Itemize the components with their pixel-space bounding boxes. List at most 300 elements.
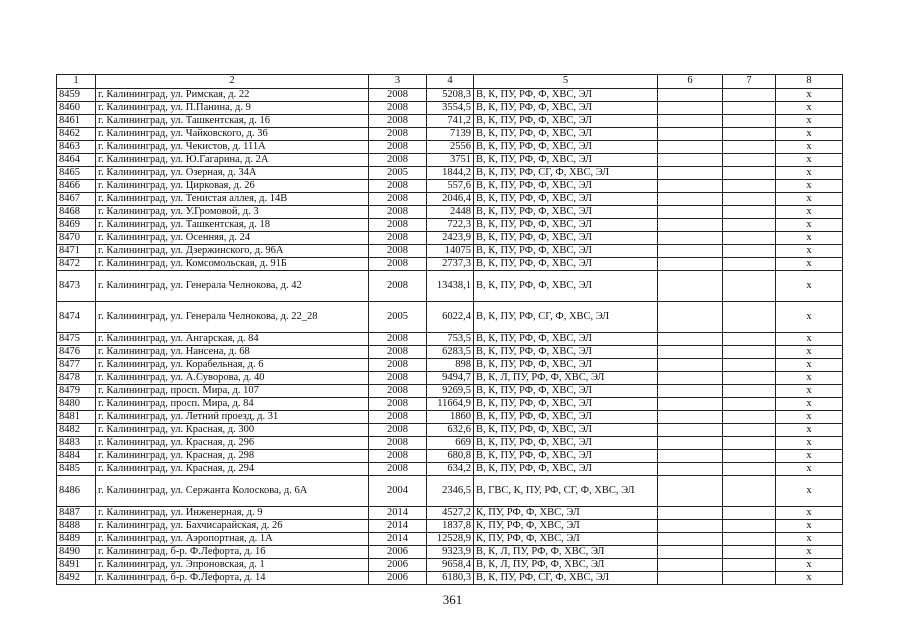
cell-record-number: 8477 bbox=[57, 359, 96, 372]
cell-col-6 bbox=[658, 333, 723, 346]
cell-utilities: В, К, ПУ, РФ, Ф, ХВС, ЭЛ bbox=[474, 154, 658, 167]
cell-year: 2008 bbox=[369, 193, 427, 206]
cell-col-8-mark: x bbox=[776, 424, 843, 437]
cell-record-number: 8471 bbox=[57, 245, 96, 258]
cell-address: г. Калининград, б-р. Ф.Лефорта, д. 16 bbox=[96, 546, 369, 559]
cell-utilities: В, К, ПУ, РФ, Ф, ХВС, ЭЛ bbox=[474, 219, 658, 232]
cell-col-6 bbox=[658, 572, 723, 585]
cell-col-7 bbox=[723, 271, 776, 302]
cell-area: 722,3 bbox=[427, 219, 474, 232]
cell-col-8-mark: x bbox=[776, 411, 843, 424]
cell-year: 2004 bbox=[369, 476, 427, 507]
cell-address: г. Калининград, ул. У.Громовой, д. 3 bbox=[96, 206, 369, 219]
column-number-cell: 5 bbox=[474, 75, 658, 89]
cell-col-7 bbox=[723, 206, 776, 219]
cell-area: 9494,7 bbox=[427, 372, 474, 385]
cell-col-8-mark: x bbox=[776, 507, 843, 520]
cell-address: г. Калининград, ул. Чайковского, д. 36 bbox=[96, 128, 369, 141]
cell-area: 1860 bbox=[427, 411, 474, 424]
cell-address: г. Калининград, ул. Корабельная, д. 6 bbox=[96, 359, 369, 372]
cell-record-number: 8469 bbox=[57, 219, 96, 232]
cell-address: г. Калининград, ул. Ташкентская, д. 18 bbox=[96, 219, 369, 232]
cell-col-6 bbox=[658, 398, 723, 411]
cell-address: г. Калининград, ул. Осенняя, д. 24 bbox=[96, 232, 369, 245]
table-row bbox=[57, 180, 843, 193]
cell-utilities: В, К, ПУ, РФ, Ф, ХВС, ЭЛ bbox=[474, 359, 658, 372]
cell-year: 2005 bbox=[369, 302, 427, 333]
page-number: 361 bbox=[442, 592, 463, 607]
cell-address: г. Калининград, ул. Аэропортная, д. 1А bbox=[96, 533, 369, 546]
cell-address: г. Калининград, ул. Нансена, д. 68 bbox=[96, 346, 369, 359]
cell-col-7 bbox=[723, 245, 776, 258]
cell-address: г. Калининград, ул. Красная, д. 300 bbox=[96, 424, 369, 437]
table-row bbox=[57, 398, 843, 411]
cell-address: г. Калининград, ул. Ю.Гагарина, д. 2А bbox=[96, 154, 369, 167]
cell-col-6 bbox=[658, 271, 723, 302]
cell-record-number: 8468 bbox=[57, 206, 96, 219]
table-row bbox=[57, 572, 843, 585]
cell-year: 2006 bbox=[369, 572, 427, 585]
cell-col-6 bbox=[658, 559, 723, 572]
cell-area: 898 bbox=[427, 359, 474, 372]
cell-col-8-mark: x bbox=[776, 398, 843, 411]
table-row bbox=[57, 128, 843, 141]
cell-record-number: 8479 bbox=[57, 385, 96, 398]
cell-col-6 bbox=[658, 424, 723, 437]
cell-area: 9658,4 bbox=[427, 559, 474, 572]
table-row bbox=[57, 115, 843, 128]
cell-year: 2008 bbox=[369, 89, 427, 102]
cell-year: 2008 bbox=[369, 232, 427, 245]
cell-col-7 bbox=[723, 424, 776, 437]
table-row bbox=[57, 258, 843, 271]
table-row bbox=[57, 411, 843, 424]
cell-address: г. Калининград, ул. Генерала Челнокова, д. 42 bbox=[96, 271, 369, 302]
cell-record-number: 8490 bbox=[57, 546, 96, 559]
cell-address: г. Калининград, ул. Озерная, д. 34А bbox=[96, 167, 369, 180]
cell-record-number: 8464 bbox=[57, 154, 96, 167]
cell-area: 2556 bbox=[427, 141, 474, 154]
cell-col-7 bbox=[723, 463, 776, 476]
cell-col-8-mark: x bbox=[776, 193, 843, 206]
cell-record-number: 8487 bbox=[57, 507, 96, 520]
table-row bbox=[57, 533, 843, 546]
cell-col-6 bbox=[658, 476, 723, 507]
table-row bbox=[57, 424, 843, 437]
cell-area: 741,2 bbox=[427, 115, 474, 128]
cell-col-6 bbox=[658, 180, 723, 193]
column-number-cell: 8 bbox=[776, 75, 843, 89]
column-number-cell: 2 bbox=[96, 75, 369, 89]
table-row bbox=[57, 372, 843, 385]
cell-col-7 bbox=[723, 115, 776, 128]
cell-record-number: 8476 bbox=[57, 346, 96, 359]
cell-record-number: 8470 bbox=[57, 232, 96, 245]
cell-area: 4527,2 bbox=[427, 507, 474, 520]
cell-year: 2008 bbox=[369, 271, 427, 302]
table-row bbox=[57, 450, 843, 463]
cell-utilities: В, ГВС, К, ПУ, РФ, СГ, Ф, ХВС, ЭЛ bbox=[474, 476, 658, 507]
cell-col-8-mark: x bbox=[776, 154, 843, 167]
cell-area: 634,2 bbox=[427, 463, 474, 476]
cell-utilities: В, К, ПУ, РФ, Ф, ХВС, ЭЛ bbox=[474, 424, 658, 437]
cell-col-6 bbox=[658, 115, 723, 128]
cell-utilities: В, К, Л, ПУ, РФ, Ф, ХВС, ЭЛ bbox=[474, 372, 658, 385]
cell-year: 2008 bbox=[369, 463, 427, 476]
cell-utilities: К, ПУ, РФ, Ф, ХВС, ЭЛ bbox=[474, 520, 658, 533]
cell-col-8-mark: x bbox=[776, 572, 843, 585]
cell-record-number: 8486 bbox=[57, 476, 96, 507]
cell-col-7 bbox=[723, 372, 776, 385]
cell-col-7 bbox=[723, 180, 776, 193]
cell-col-8-mark: x bbox=[776, 359, 843, 372]
cell-col-7 bbox=[723, 507, 776, 520]
cell-col-6 bbox=[658, 141, 723, 154]
cell-area: 6180,3 bbox=[427, 572, 474, 585]
cell-col-7 bbox=[723, 333, 776, 346]
table-row bbox=[57, 154, 843, 167]
cell-col-7 bbox=[723, 559, 776, 572]
table-row bbox=[57, 141, 843, 154]
cell-col-8-mark: x bbox=[776, 463, 843, 476]
cell-year: 2008 bbox=[369, 450, 427, 463]
table-row bbox=[57, 333, 843, 346]
cell-year: 2008 bbox=[369, 398, 427, 411]
cell-address: г. Калининград, ул. Красная, д. 294 bbox=[96, 463, 369, 476]
cell-year: 2008 bbox=[369, 385, 427, 398]
cell-col-8-mark: x bbox=[776, 89, 843, 102]
cell-utilities: В, К, ПУ, РФ, Ф, ХВС, ЭЛ bbox=[474, 245, 658, 258]
cell-area: 1844,2 bbox=[427, 167, 474, 180]
cell-record-number: 8483 bbox=[57, 437, 96, 450]
cell-address: г. Калининград, ул. Чекистов, д. 111А bbox=[96, 141, 369, 154]
cell-utilities: В, К, ПУ, РФ, Ф, ХВС, ЭЛ bbox=[474, 398, 658, 411]
cell-utilities: В, К, ПУ, РФ, Ф, ХВС, ЭЛ bbox=[474, 271, 658, 302]
cell-address: г. Калининград, ул. Красная, д. 298 bbox=[96, 450, 369, 463]
cell-col-6 bbox=[658, 89, 723, 102]
cell-record-number: 8461 bbox=[57, 115, 96, 128]
cell-record-number: 8485 bbox=[57, 463, 96, 476]
cell-col-8-mark: x bbox=[776, 219, 843, 232]
cell-area: 7139 bbox=[427, 128, 474, 141]
cell-record-number: 8482 bbox=[57, 424, 96, 437]
cell-col-7 bbox=[723, 193, 776, 206]
cell-area: 12528,9 bbox=[427, 533, 474, 546]
cell-area: 2737,3 bbox=[427, 258, 474, 271]
table-row bbox=[57, 520, 843, 533]
cell-address: г. Калининград, ул. А.Суворова, д. 40 bbox=[96, 372, 369, 385]
cell-year: 2008 bbox=[369, 346, 427, 359]
cell-col-8-mark: x bbox=[776, 450, 843, 463]
cell-year: 2006 bbox=[369, 559, 427, 572]
cell-address: г. Калининград, ул. Ташкентская, д. 16 bbox=[96, 115, 369, 128]
column-number-cell: 7 bbox=[723, 75, 776, 89]
cell-col-7 bbox=[723, 154, 776, 167]
cell-address: г. Калининград, ул. Бахчисарайская, д. 26 bbox=[96, 520, 369, 533]
cell-year: 2008 bbox=[369, 333, 427, 346]
cell-year: 2008 bbox=[369, 372, 427, 385]
cell-record-number: 8472 bbox=[57, 258, 96, 271]
cell-col-6 bbox=[658, 302, 723, 333]
cell-col-7 bbox=[723, 102, 776, 115]
cell-area: 6283,5 bbox=[427, 346, 474, 359]
cell-col-8-mark: x bbox=[776, 167, 843, 180]
cell-col-6 bbox=[658, 346, 723, 359]
table-row bbox=[57, 271, 843, 302]
cell-col-6 bbox=[658, 411, 723, 424]
cell-utilities: В, К, ПУ, РФ, СГ, Ф, ХВС, ЭЛ bbox=[474, 167, 658, 180]
cell-col-6 bbox=[658, 507, 723, 520]
cell-utilities: В, К, ПУ, РФ, Ф, ХВС, ЭЛ bbox=[474, 385, 658, 398]
cell-area: 13438,1 bbox=[427, 271, 474, 302]
cell-record-number: 8463 bbox=[57, 141, 96, 154]
cell-col-6 bbox=[658, 463, 723, 476]
cell-address: г. Калининград, ул. Тенистая аллея, д. 14В bbox=[96, 193, 369, 206]
cell-col-6 bbox=[658, 154, 723, 167]
cell-col-7 bbox=[723, 385, 776, 398]
cell-address: г. Калининград, ул. Генерала Челнокова, д. 22_28 bbox=[96, 302, 369, 333]
cell-utilities: В, К, ПУ, РФ, Ф, ХВС, ЭЛ bbox=[474, 141, 658, 154]
cell-year: 2005 bbox=[369, 167, 427, 180]
cell-col-8-mark: x bbox=[776, 141, 843, 154]
cell-col-8-mark: x bbox=[776, 559, 843, 572]
cell-col-7 bbox=[723, 167, 776, 180]
cell-record-number: 8475 bbox=[57, 333, 96, 346]
table-row bbox=[57, 476, 843, 507]
cell-record-number: 8478 bbox=[57, 372, 96, 385]
cell-year: 2008 bbox=[369, 258, 427, 271]
cell-address: г. Калининград, просп. Мира, д. 107 bbox=[96, 385, 369, 398]
cell-col-8-mark: x bbox=[776, 533, 843, 546]
cell-col-7 bbox=[723, 398, 776, 411]
table-row bbox=[57, 559, 843, 572]
cell-col-7 bbox=[723, 302, 776, 333]
cell-col-8-mark: x bbox=[776, 546, 843, 559]
cell-utilities: К, ПУ, РФ, Ф, ХВС, ЭЛ bbox=[474, 507, 658, 520]
cell-col-8-mark: x bbox=[776, 437, 843, 450]
table-row bbox=[57, 437, 843, 450]
cell-col-7 bbox=[723, 141, 776, 154]
cell-utilities: В, К, ПУ, РФ, СГ, Ф, ХВС, ЭЛ bbox=[474, 302, 658, 333]
cell-col-7 bbox=[723, 219, 776, 232]
cell-col-8-mark: x bbox=[776, 180, 843, 193]
cell-address: г. Калининград, ул. Ангарская, д. 84 bbox=[96, 333, 369, 346]
cell-col-8-mark: x bbox=[776, 206, 843, 219]
table-row bbox=[57, 102, 843, 115]
cell-area: 2423,9 bbox=[427, 232, 474, 245]
cell-utilities: В, К, ПУ, РФ, Ф, ХВС, ЭЛ bbox=[474, 232, 658, 245]
cell-area: 2046,4 bbox=[427, 193, 474, 206]
cell-col-7 bbox=[723, 128, 776, 141]
cell-year: 2014 bbox=[369, 507, 427, 520]
column-number-cell: 4 bbox=[427, 75, 474, 89]
cell-col-6 bbox=[658, 372, 723, 385]
cell-year: 2008 bbox=[369, 115, 427, 128]
cell-col-8-mark: x bbox=[776, 232, 843, 245]
table-row bbox=[57, 546, 843, 559]
cell-area: 557,6 bbox=[427, 180, 474, 193]
cell-record-number: 8480 bbox=[57, 398, 96, 411]
cell-utilities: В, К, Л, ПУ, РФ, Ф, ХВС, ЭЛ bbox=[474, 546, 658, 559]
table-row bbox=[57, 346, 843, 359]
cell-address: г. Калининград, ул. Римская, д. 22 bbox=[96, 89, 369, 102]
cell-year: 2008 bbox=[369, 411, 427, 424]
cell-col-8-mark: x bbox=[776, 102, 843, 115]
cell-record-number: 8474 bbox=[57, 302, 96, 333]
cell-col-7 bbox=[723, 89, 776, 102]
cell-area: 753,5 bbox=[427, 333, 474, 346]
cell-year: 2008 bbox=[369, 154, 427, 167]
cell-col-7 bbox=[723, 346, 776, 359]
cell-col-6 bbox=[658, 232, 723, 245]
cell-col-7 bbox=[723, 546, 776, 559]
cell-col-7 bbox=[723, 572, 776, 585]
cell-col-8-mark: x bbox=[776, 476, 843, 507]
column-number-cell: 6 bbox=[658, 75, 723, 89]
cell-col-6 bbox=[658, 520, 723, 533]
cell-year: 2008 bbox=[369, 359, 427, 372]
cell-area: 680,8 bbox=[427, 450, 474, 463]
cell-col-7 bbox=[723, 520, 776, 533]
table-row bbox=[57, 167, 843, 180]
cell-col-8-mark: x bbox=[776, 346, 843, 359]
cell-col-7 bbox=[723, 533, 776, 546]
cell-utilities: В, К, ПУ, РФ, Ф, ХВС, ЭЛ bbox=[474, 450, 658, 463]
cell-record-number: 8489 bbox=[57, 533, 96, 546]
cell-utilities: В, К, ПУ, РФ, Ф, ХВС, ЭЛ bbox=[474, 463, 658, 476]
cell-year: 2008 bbox=[369, 206, 427, 219]
cell-utilities: В, К, ПУ, РФ, Ф, ХВС, ЭЛ bbox=[474, 206, 658, 219]
cell-col-6 bbox=[658, 437, 723, 450]
cell-area: 3554,5 bbox=[427, 102, 474, 115]
cell-area: 9269,5 bbox=[427, 385, 474, 398]
cell-utilities: В, К, ПУ, РФ, Ф, ХВС, ЭЛ bbox=[474, 437, 658, 450]
cell-col-6 bbox=[658, 206, 723, 219]
cell-address: г. Калининград, ул. Дзержинского, д. 96А bbox=[96, 245, 369, 258]
table-row bbox=[57, 206, 843, 219]
cell-record-number: 8481 bbox=[57, 411, 96, 424]
cell-col-6 bbox=[658, 258, 723, 271]
cell-address: г. Калининград, ул. Красная, д. 296 bbox=[96, 437, 369, 450]
column-number-row bbox=[57, 75, 843, 89]
cell-col-8-mark: x bbox=[776, 333, 843, 346]
table-row bbox=[57, 385, 843, 398]
cell-record-number: 8462 bbox=[57, 128, 96, 141]
cell-year: 2008 bbox=[369, 102, 427, 115]
table-row bbox=[57, 193, 843, 206]
table-row bbox=[57, 463, 843, 476]
cell-address: г. Калининград, ул. Цирковая, д. 26 bbox=[96, 180, 369, 193]
cell-col-8-mark: x bbox=[776, 302, 843, 333]
cell-utilities: В, К, ПУ, РФ, Ф, ХВС, ЭЛ bbox=[474, 89, 658, 102]
cell-address: г. Калининград, ул. Летний проезд, д. 31 bbox=[96, 411, 369, 424]
cell-area: 2448 bbox=[427, 206, 474, 219]
cell-col-6 bbox=[658, 359, 723, 372]
cell-col-6 bbox=[658, 128, 723, 141]
cell-record-number: 8467 bbox=[57, 193, 96, 206]
cell-year: 2008 bbox=[369, 141, 427, 154]
cell-utilities: В, К, Л, ПУ, РФ, Ф, ХВС, ЭЛ bbox=[474, 559, 658, 572]
cell-col-6 bbox=[658, 385, 723, 398]
cell-year: 2008 bbox=[369, 180, 427, 193]
cell-col-8-mark: x bbox=[776, 128, 843, 141]
cell-record-number: 8473 bbox=[57, 271, 96, 302]
cell-col-6 bbox=[658, 546, 723, 559]
cell-utilities: В, К, ПУ, РФ, Ф, ХВС, ЭЛ bbox=[474, 411, 658, 424]
cell-utilities: В, К, ПУ, РФ, Ф, ХВС, ЭЛ bbox=[474, 333, 658, 346]
cell-year: 2014 bbox=[369, 533, 427, 546]
cell-utilities: В, К, ПУ, РФ, СГ, Ф, ХВС, ЭЛ bbox=[474, 572, 658, 585]
cell-area: 1837,8 bbox=[427, 520, 474, 533]
cell-col-7 bbox=[723, 232, 776, 245]
column-number-cell: 1 bbox=[57, 75, 96, 89]
cell-record-number: 8466 bbox=[57, 180, 96, 193]
cell-col-6 bbox=[658, 219, 723, 232]
cell-year: 2008 bbox=[369, 437, 427, 450]
cell-year: 2008 bbox=[369, 245, 427, 258]
cell-area: 2346,5 bbox=[427, 476, 474, 507]
cell-year: 2008 bbox=[369, 128, 427, 141]
table-row bbox=[57, 245, 843, 258]
cell-record-number: 8460 bbox=[57, 102, 96, 115]
column-number-cell: 3 bbox=[369, 75, 427, 89]
cell-col-8-mark: x bbox=[776, 245, 843, 258]
table-body bbox=[57, 75, 843, 585]
cell-col-8-mark: x bbox=[776, 271, 843, 302]
cell-year: 2008 bbox=[369, 219, 427, 232]
cell-col-8-mark: x bbox=[776, 115, 843, 128]
cell-area: 3751 bbox=[427, 154, 474, 167]
cell-record-number: 8488 bbox=[57, 520, 96, 533]
cell-address: г. Калининград, ул. Сержанта Колоскова, д. 6А bbox=[96, 476, 369, 507]
cell-utilities: К, ПУ, РФ, Ф, ХВС, ЭЛ bbox=[474, 533, 658, 546]
cell-address: г. Калининград, ул. Инженерная, д. 9 bbox=[96, 507, 369, 520]
cell-col-6 bbox=[658, 245, 723, 258]
cell-col-6 bbox=[658, 193, 723, 206]
table-row bbox=[57, 302, 843, 333]
cell-area: 11664,9 bbox=[427, 398, 474, 411]
cell-record-number: 8492 bbox=[57, 572, 96, 585]
cell-col-6 bbox=[658, 167, 723, 180]
cell-address: г. Калининград, ул. П.Панина, д. 9 bbox=[96, 102, 369, 115]
table-row bbox=[57, 232, 843, 245]
cell-area: 669 bbox=[427, 437, 474, 450]
cell-record-number: 8465 bbox=[57, 167, 96, 180]
table-row bbox=[57, 507, 843, 520]
cell-col-6 bbox=[658, 533, 723, 546]
cell-address: г. Калининград, ул. Эпроновская, д. 1 bbox=[96, 559, 369, 572]
cell-year: 2008 bbox=[369, 424, 427, 437]
cell-col-8-mark: x bbox=[776, 520, 843, 533]
cell-col-6 bbox=[658, 450, 723, 463]
cell-address: г. Калининград, просп. Мира, д. 84 bbox=[96, 398, 369, 411]
cell-col-8-mark: x bbox=[776, 385, 843, 398]
table-row bbox=[57, 89, 843, 102]
cell-area: 6022,4 bbox=[427, 302, 474, 333]
cell-utilities: В, К, ПУ, РФ, Ф, ХВС, ЭЛ bbox=[474, 115, 658, 128]
cell-utilities: В, К, ПУ, РФ, Ф, ХВС, ЭЛ bbox=[474, 102, 658, 115]
cell-col-7 bbox=[723, 476, 776, 507]
table-row bbox=[57, 359, 843, 372]
cell-utilities: В, К, ПУ, РФ, Ф, ХВС, ЭЛ bbox=[474, 346, 658, 359]
cell-col-7 bbox=[723, 411, 776, 424]
cell-area: 9323,9 bbox=[427, 546, 474, 559]
cell-col-8-mark: x bbox=[776, 372, 843, 385]
cell-col-7 bbox=[723, 450, 776, 463]
cell-col-7 bbox=[723, 258, 776, 271]
cell-utilities: В, К, ПУ, РФ, Ф, ХВС, ЭЛ bbox=[474, 180, 658, 193]
cell-record-number: 8491 bbox=[57, 559, 96, 572]
